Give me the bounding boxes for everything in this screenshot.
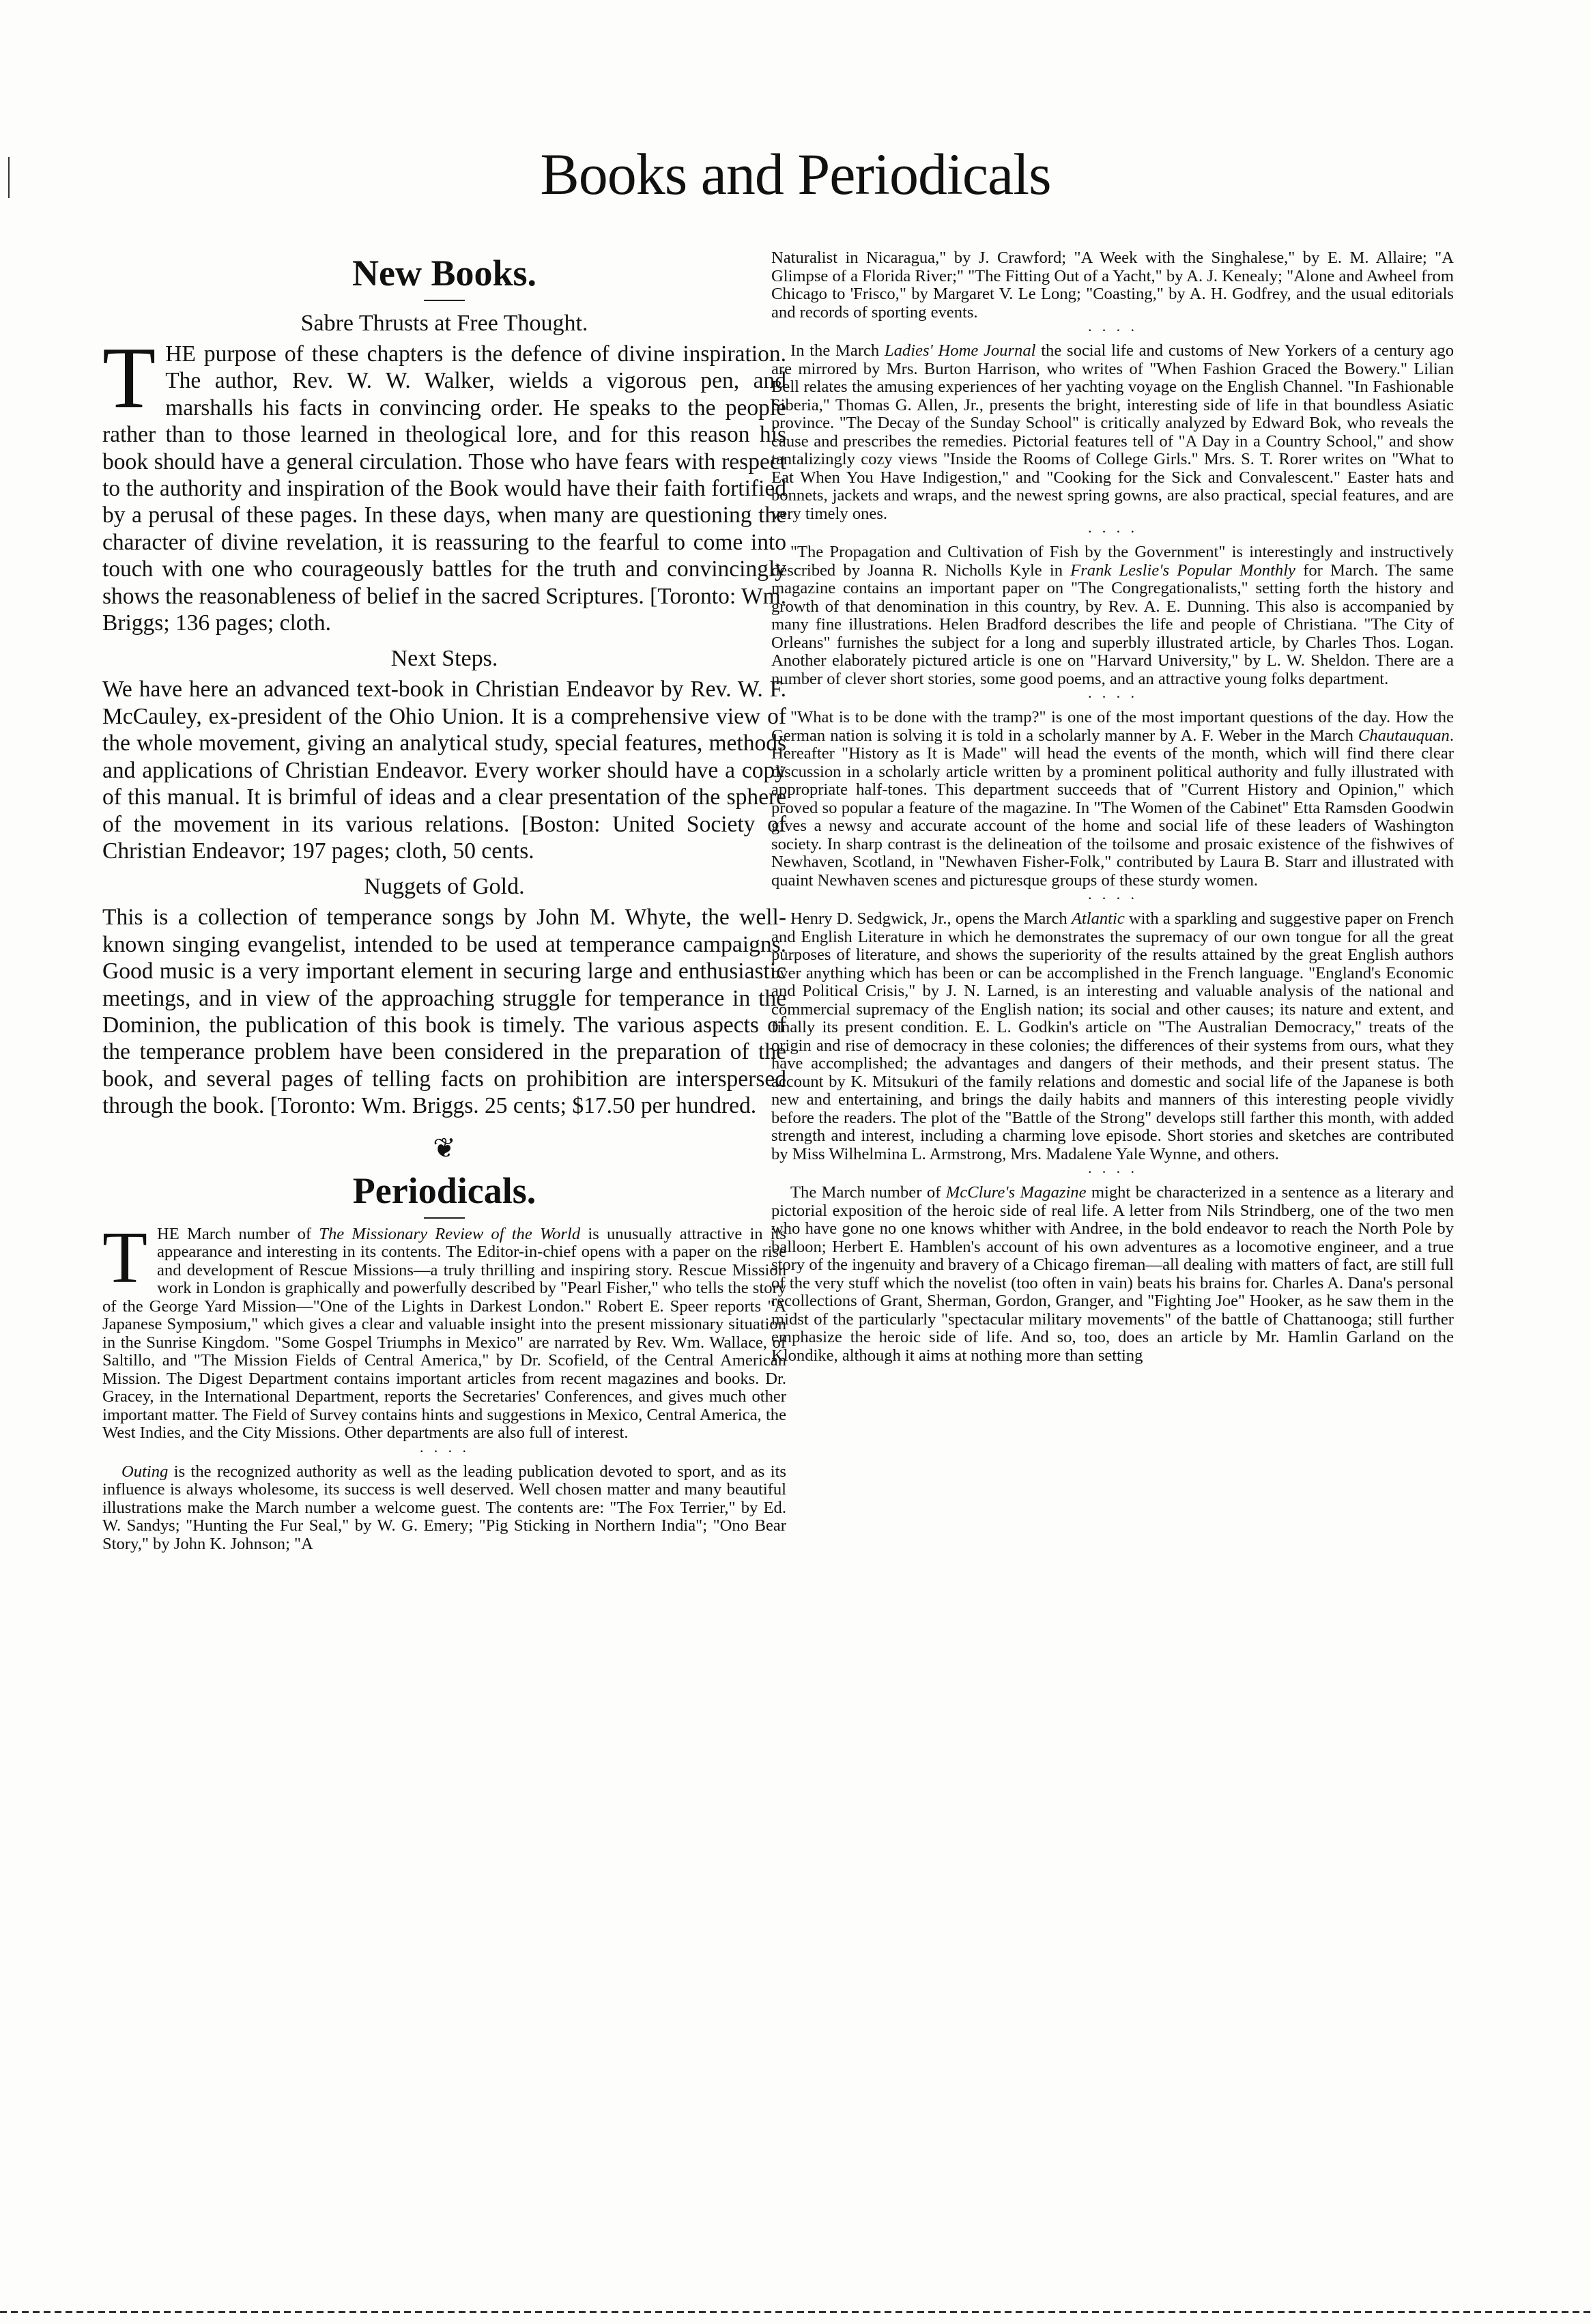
journal-title: Ladies' Home Journal xyxy=(884,341,1036,360)
next-steps-text: We have here an advanced text-book in Christian Endeavor by Rev. W. F. McCauley, ex-president of the Ohio Union. It is a comprehensive view of the whole movement, giving an analytical study, special features, methods and applications of Christian Endeavor. Every worker should have a copy of this manual. It is brimful of ideas and a clear presentation of the sphere of the movement in its various relations. [Boston: United Society of Christian Endeavor; 197 pages; cloth, 50 cents. xyxy=(102,677,786,864)
heading-rule xyxy=(424,300,465,301)
separator: · · · · xyxy=(419,1442,470,1460)
leslie-text: for March. The same magazine contains an important paper on "The Congregationalists," setting forth the history and growth of that denomination in this country, by Rev. A. E. Dunning. This also is accompanied by many fine illustrations. Helen Bradford describes the life and people of Christiana. "The City of Orleans" furnishes the subject for a long and superbly illustrated article, by Charles Thos. Logan. Another elaborately pictured article is one on "Harvard University," by L. W. Sheldon. There are a number of clever short stories, some good poems, and an attractive young folks department. xyxy=(771,561,1454,688)
mcclure-review xyxy=(771,1184,1454,1365)
atlantic-pre: Henry D. Sedgwick, Jr., opens the March xyxy=(790,909,1072,928)
journal-title: McClure's Magazine xyxy=(945,1183,1087,1202)
left-column xyxy=(102,249,786,2287)
heading-rule xyxy=(424,1217,465,1219)
chautauquan-pre: "What is to be done with the tramp?" is one of the most important questions of the day. How the German nation is solving it is told in a scholarly manner by A. F. Weber in the March xyxy=(771,708,1454,745)
atlantic-review xyxy=(771,910,1454,1163)
journal-title: Outing xyxy=(121,1462,169,1481)
journal-title: Chautauquan xyxy=(1358,726,1450,745)
journal-title: Frank Leslie's Popular Monthly xyxy=(1070,561,1295,580)
journal-title: Atlantic xyxy=(1071,909,1125,928)
sabre-review xyxy=(102,329,786,636)
leslie-review xyxy=(771,543,1454,688)
journal-title: The Missionary Review of the World xyxy=(319,1224,581,1243)
outing-continued: Naturalist in Nicaragua," by J. Crawford; "A Week with the Singhalese," by E. M. Allaire; "A Glimpse of a Florida River;" "The Fitting Out of a Yacht," by A. J. Kenealy; "Alone and Awheel from Chicago to 'Frisco," by Margaret V. Le Long; "Coasting," by A. H. Godfrey, and the usual editorials and records of sporting events. xyxy=(771,249,1454,322)
next-steps-title: Next Steps. xyxy=(390,646,498,672)
ladies-text: the social life and customs of New Yorkers of a century ago are mirrored by Mrs. Burton Harrison, who writes of "When Fashion Graced the Bowery." Lilian Bell relates the amusing experiences of her yachting voyage on the English Channel. "In Fashionable Siberia," Thomas G. Allen, Jr., presents the bright, interesting side of life in that boundless Asiatic province. "The Decay of the Sunday School" is critically analyzed by Edward Bok, who reveals the cause and prescribes the remedies. Pictorial features tell of "A Day in a Country School," and show tantalizingly cozy views "Inside the Rooms of College Girls." Mrs. S. T. Rorer writes on "What to Eat When You Have Indigestion," and "Cooking for the Sick and Convalescent." Easter hats and bonnets, jackets and wraps, and the newest spring gowns, are also practical, special features, and are very timely ones. xyxy=(771,341,1454,523)
missionary-review xyxy=(102,1217,786,1443)
outing-review xyxy=(102,1463,786,1554)
missionary-pre: HE March number of xyxy=(156,1224,319,1243)
separator: · · · · xyxy=(1087,322,1138,339)
ornament: ❦ xyxy=(433,1132,456,1163)
page-title: Books and Periodicals xyxy=(540,141,1051,207)
outing-text: is the recognized authority as well as the leading publication devoted to sport, and as its influence is always wholesome, its success is well deserved. Well chosen matter and many beautiful illustrations make the March number a welcome guest. The contents are: "The Fox Terrier," by Ed. W. Sandys; "Hunting the Fur Seal," by W. G. Emery; "Pig Sticking in Northern India"; "Ono Bear Story," by John K. Johnson; "A xyxy=(102,1462,786,1553)
ladies-review xyxy=(771,342,1454,523)
dropcap: T xyxy=(102,329,156,426)
sabre-text: HE purpose of these chapters is the defence of divine inspiration. The author, Rev. W. W. Walker, wields a vigorous pen, and marshalls his facts in convincing order. He speaks to the people rather than to those learned in theological lore, and for this reason his book should have a general circulation. Those who have fears with respect to the authority and inspiration of the Book would have their faith fortified by a perusal of these pages. In these days, when many are questioning the character of divine revelation, it is reassuring to the fearful to come into touch with one who courageously battles for the truth and convincingly shows the reasonableness of belief in the sacred Scriptures. [Toronto: Wm. Briggs; 136 pages; cloth. xyxy=(102,341,786,636)
separator: · · · · xyxy=(1087,1163,1138,1180)
chautauquan-text: . Hereafter "History as It is Made" will head the events of the month, which will find there clear discussion in a scholarly article written by a prominent political authority and fully illustrated with appropriate half-tones. This department succeeds that of "Current History and Opinion," which proved so popular a feature of the magazine. In "The Women of the Cabinet" Etta Ramsden Goodwin gives a newsy and accurate account of the home and social life of these leaders of Washington society. In sharp contrast is the delineation of the toilsome and prosaic existence of the fishwives of Newhaven, Scotland, in "Newhaven Fisher-Folk," contributed by Laura B. Starr and illustrated with quaint Newhaven scenes and picturesque groups of these sturdy women. xyxy=(771,726,1454,890)
mcclure-text: might be characterized in a sentence as a literary and pictorial exposition of the heroic side of real life. A letter from Nils Strindberg, one of the two men who have gone no one knows whither with Andree, in the bold endeavor to reach the North Pole by balloon; Herbert E. Hamblen's account of his own adventures as a locomotive engineer, and a true story of the ingenuity and bravery of a Chicago fireman—all dealing with matters of fact, are still full of the very stuff which the novelist (too often in vain) beats his brains for. Charles A. Dana's personal recollections of Grant, Sherman, Gordon, Granger, and "Fighting Joe" Hooker, as he saw them in the midst of the particularly "spectacular military movements" of the battle of Chattanooga; still further emphasize the heroic side of life. And so, too, does an article by Mr. Hamlin Garland on the Klondike, although it aims at nothing more than setting xyxy=(771,1183,1454,1365)
missionary-text: is unusually attractive in its appearance and interesting in its contents. The Editor-in-chief opens with a paper on the rise and development of Rescue Missions—a truly thrilling and inspiring story. Rescue Mission work in London is graphically and powerfully described by "Pearl Fisher," who tells the story of the George Yard Mission—"One of the Lights in Darkest London." Robert E. Speer reports "A Japanese Symposium," which gives a clear and valuable insight into the present missionary situation in the Sunrise Kingdom. "Some Gospel Triumphs in Mexico" are narrated by Rev. Wm. Wallace, of Saltillo, and "The Mission Fields of Central America," by Dr. Scofield, of the Central American Mission. The Digest Department contains important articles from recent magazines and books. Dr. Gracey, in the International Department, reports the Secretaries' Conferences, and gives much other important matter. The Field of Survey contains hints and suggestions in Mexico, Central America, the West Indies, and the City Missions. Other departments are also full of interest. xyxy=(102,1224,786,1443)
nuggets-title: Nuggets of Gold. xyxy=(364,874,525,900)
nuggets-text: This is a collection of temperance songs by John M. Whyte, the well-known singing evangelist, intended to be used at temperance campaigns. Good music is a very important element in securing large and enthusiastic meetings, and in view of the approaching struggle for temperance in the Dominion, the publication of this book is timely. The various aspects of the temperance problem have been considered in the preparation of the book, and several pages of telling facts on prohibition are interspersed through the book. [Toronto: Wm. Briggs. 25 cents; $17.50 per hundred. xyxy=(102,905,786,1119)
separator: · · · · xyxy=(1087,688,1138,705)
right-column xyxy=(771,249,1454,2287)
new-books-heading: New Books. xyxy=(352,253,537,294)
atlantic-text: with a sparkling and suggestive paper on French and English Literature in which he demonstrates the supremacy of our own tongue for all the great purposes of literature, and shows the superiority of the results attained by the great English authors over anything which has been or can be accomplished in the French language. "England's Economic and Political Crisis," by J. N. Larned, is an interesting and valuable analysis of the national and commercial supremacy of the English nation; its social and other causes; its nature and extent, and finally its present condition. E. L. Godkin's article on "The Australian Democracy," treats of the origin and rise of democracy in these colonies; the differences of their systems from ours, what they have accomplished; the advantages and dangers of their methods, and their present status. The account by K. Mitsukuri of the family relations and domestic and social life of the Japanese is both new and entertaining, and brings the daily habits and manners of this interesting people vividly before the readers. The plot of the "Battle of the Strong" develops still farther this month, with added strength and interest, including a charming love episode. Short stories and sketches are contributed by Miss Wilhelmina L. Armstrong, Mrs. Madalene Yale Wynne, and others. xyxy=(771,909,1454,1163)
sabre-title: Sabre Thrusts at Free Thought. xyxy=(300,311,588,336)
ladies-pre: In the March xyxy=(790,341,885,360)
periodicals-heading: Periodicals. xyxy=(352,1170,536,1211)
chautauquan-review xyxy=(771,709,1454,890)
bottom-edge-rule xyxy=(0,2311,1591,2313)
separator: · · · · xyxy=(1087,523,1138,540)
periodicals-left xyxy=(102,1217,786,1554)
separator: · · · · xyxy=(1087,890,1138,907)
leslie-pre: "The Propagation and Cultivation of Fish by the Government" is interestingly and instructively described by Joanna R. Nicholls Kyle in xyxy=(771,543,1454,580)
dropcap: T xyxy=(102,1217,147,1299)
mcclure-pre: The March number of xyxy=(790,1183,946,1202)
